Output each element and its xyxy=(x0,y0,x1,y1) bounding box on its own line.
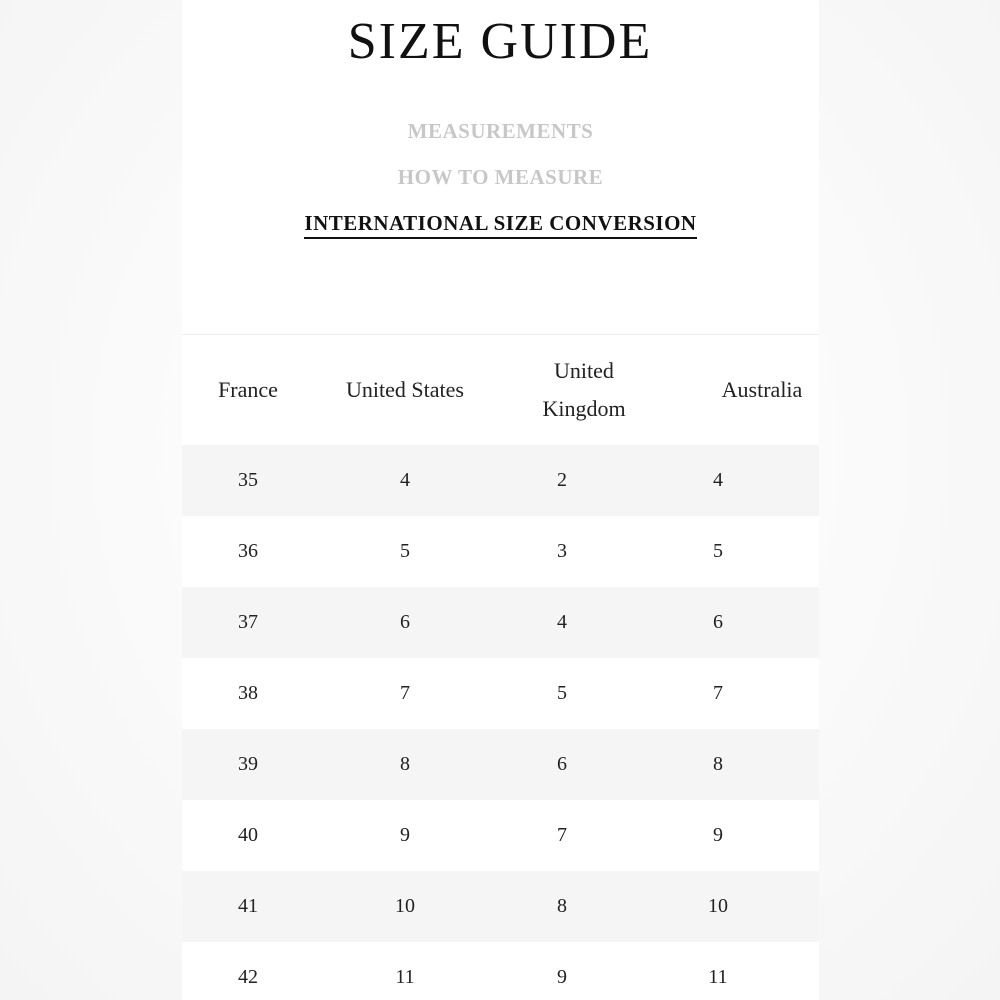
column-header-australia: Australia xyxy=(721,377,803,402)
table-row xyxy=(182,729,819,800)
table-cell-united-states: 10 xyxy=(395,895,415,917)
tab-international-size-conversion[interactable] xyxy=(182,204,819,250)
size-guide-tabs xyxy=(182,112,819,250)
table-cell-united-kingdom: 8 xyxy=(557,895,567,917)
table-cell-united-states: 11 xyxy=(395,966,415,988)
table-cell-united-states: 6 xyxy=(400,611,410,633)
table-cell-united-states: 4 xyxy=(400,469,410,491)
table-row xyxy=(182,871,819,942)
tab-international-size-conversion-label: INTERNATIONAL SIZE CONVERSION xyxy=(304,211,696,239)
table-cell-australia: 5 xyxy=(713,540,723,562)
table-cell-france: 36 xyxy=(238,540,258,562)
table-row xyxy=(182,445,819,516)
table-row xyxy=(182,658,819,729)
table-cell-united-states: 5 xyxy=(400,540,410,562)
table-row xyxy=(182,587,819,658)
tab-how-to-measure-label: HOW TO MEASURE xyxy=(397,165,604,189)
table-row xyxy=(182,942,819,1000)
tab-how-to-measure[interactable] xyxy=(182,158,819,204)
size-conversion-table xyxy=(182,334,819,1000)
table-cell-united-kingdom: 6 xyxy=(557,753,567,775)
table-cell-france: 38 xyxy=(238,682,258,704)
table-cell-united-states: 8 xyxy=(400,753,410,775)
table-cell-france: 42 xyxy=(238,966,258,988)
table-body xyxy=(182,445,819,1000)
table-cell-united-kingdom: 4 xyxy=(557,611,567,633)
table-cell-united-kingdom: 2 xyxy=(557,469,567,491)
table-cell-united-states: 7 xyxy=(400,682,410,704)
table-cell-france: 40 xyxy=(238,824,258,846)
table-header-row xyxy=(182,335,819,445)
table-cell-australia: 7 xyxy=(713,682,723,704)
table-cell-united-kingdom: 7 xyxy=(557,824,567,846)
table-cell-united-kingdom: 9 xyxy=(557,966,567,988)
table-cell-france: 35 xyxy=(238,469,258,491)
table-cell-australia: 10 xyxy=(708,895,728,917)
column-header-united-states: United States xyxy=(346,377,464,402)
table-cell-united-kingdom: 3 xyxy=(557,540,567,562)
table-cell-france: 37 xyxy=(238,611,258,633)
page-title: SIZE GUIDE xyxy=(347,13,653,70)
table-cell-france: 39 xyxy=(238,753,258,775)
tab-measurements-label: MEASUREMENTS xyxy=(407,119,594,143)
table-cell-united-kingdom: 5 xyxy=(557,682,567,704)
table-cell-australia: 8 xyxy=(713,753,723,775)
column-header-france: France xyxy=(218,377,278,402)
column-header-united-kingdom: United Kingdom xyxy=(542,358,626,421)
table-cell-united-states: 9 xyxy=(400,824,410,846)
table-cell-australia: 6 xyxy=(713,611,723,633)
table-cell-australia: 9 xyxy=(713,824,723,846)
table-row xyxy=(182,516,819,587)
table-cell-france: 41 xyxy=(238,895,258,917)
tab-measurements[interactable] xyxy=(182,112,819,158)
table-row xyxy=(182,800,819,871)
table-cell-australia: 11 xyxy=(708,966,728,988)
table-cell-australia: 4 xyxy=(713,469,723,491)
